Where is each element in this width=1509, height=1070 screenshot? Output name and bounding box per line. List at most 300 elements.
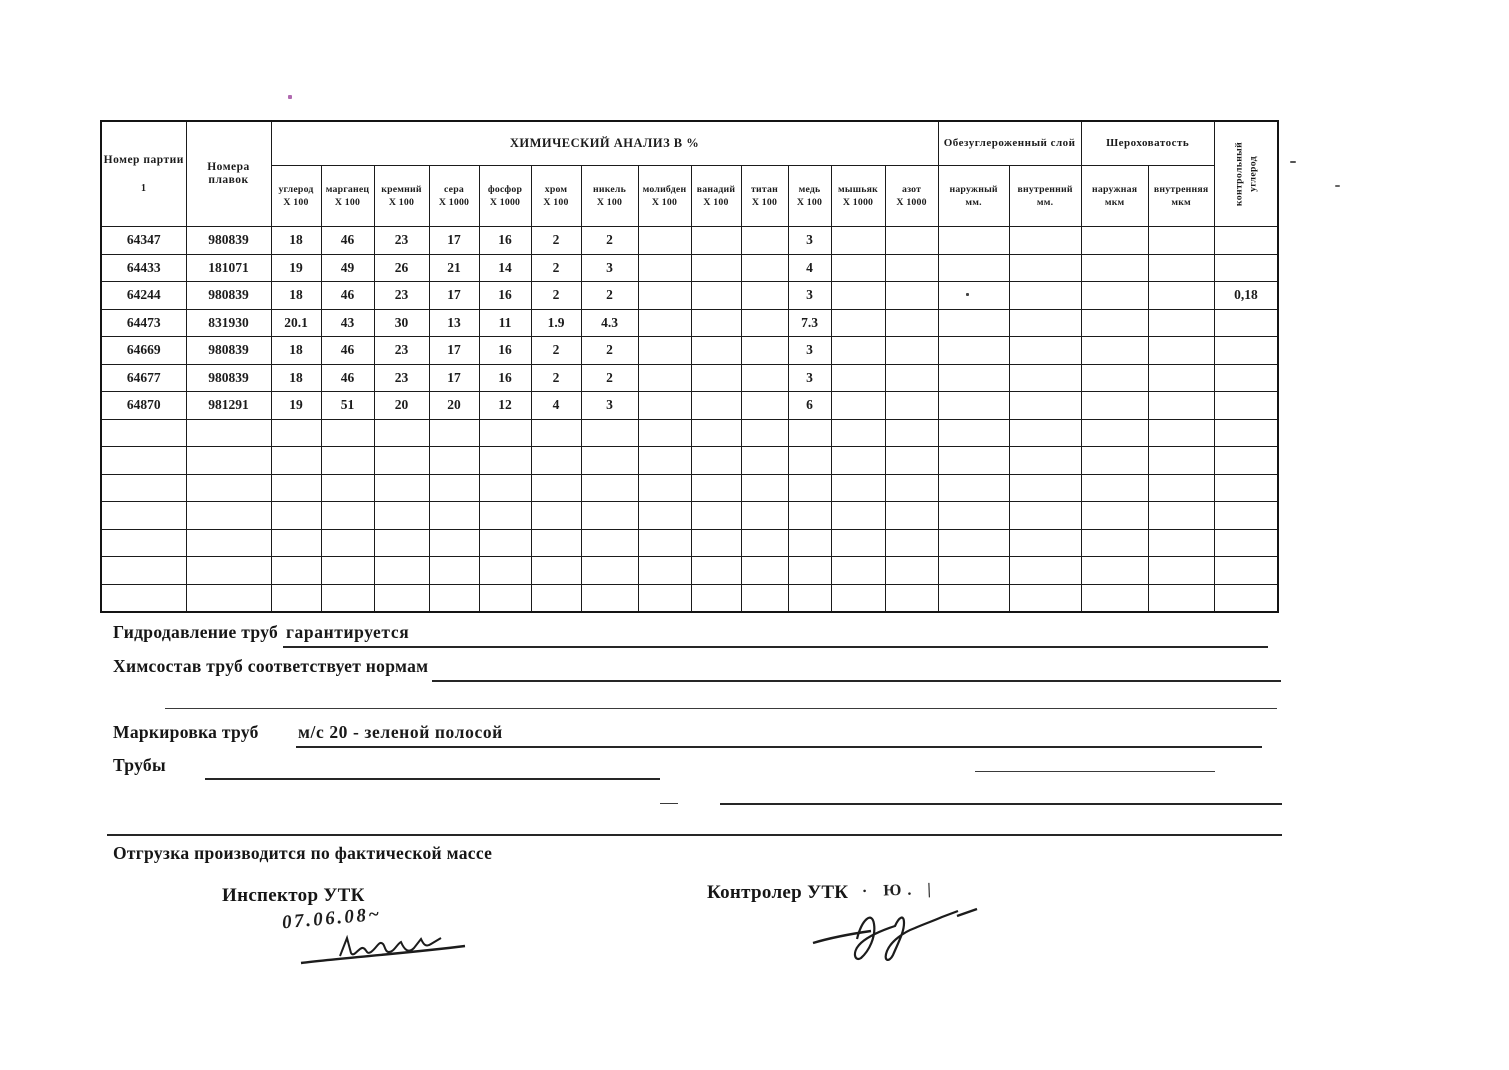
table-cell (741, 584, 788, 612)
table-cell: 17 (429, 282, 479, 310)
table-row (101, 227, 1278, 255)
table-cell (1148, 309, 1214, 337)
table-cell (271, 419, 321, 447)
table-cell: 16 (479, 227, 531, 255)
blank-line (660, 803, 678, 804)
table-cell (638, 282, 691, 310)
table-cell (1214, 474, 1278, 502)
table-cell (186, 474, 271, 502)
table-cell (479, 529, 531, 557)
table-cell (831, 254, 885, 282)
table-cell: 23 (374, 337, 429, 365)
table-cell (938, 254, 1009, 282)
table-cell: 3 (788, 282, 831, 310)
table-cell (374, 419, 429, 447)
table-cell (938, 227, 1009, 255)
table-cell: 0,18 (1214, 282, 1278, 310)
table-cell (1009, 474, 1081, 502)
table-cell: 7.3 (788, 309, 831, 337)
table-cell (741, 529, 788, 557)
table-row (101, 529, 1278, 557)
table-cell: 64433 (101, 254, 186, 282)
table-cell (1214, 419, 1278, 447)
table-cell: 16 (479, 364, 531, 392)
table-cell (638, 309, 691, 337)
table-cell (271, 447, 321, 475)
blank-line (432, 680, 1281, 682)
table-cell (788, 584, 831, 612)
table-row (101, 419, 1278, 447)
col-header-марганец: марганец X 100 (321, 166, 374, 227)
table-cell (691, 584, 741, 612)
table-cell (831, 227, 885, 255)
table-cell: 18 (271, 282, 321, 310)
table-cell (691, 447, 741, 475)
table-cell (1214, 557, 1278, 585)
table-cell (1009, 282, 1081, 310)
table-cell (691, 227, 741, 255)
table-cell (691, 309, 741, 337)
table-cell (1009, 419, 1081, 447)
table-cell (938, 584, 1009, 612)
table-cell (271, 529, 321, 557)
blank-line (283, 646, 1268, 648)
col-header-наружный: наружный мм. (938, 166, 1009, 227)
table-cell (479, 502, 531, 530)
table-cell (1009, 502, 1081, 530)
col-header-control-carbon (1214, 121, 1278, 227)
col-header-никель: никель X 100 (581, 166, 638, 227)
table-cell (938, 447, 1009, 475)
table-cell (831, 474, 885, 502)
table-cell (374, 529, 429, 557)
table-cell (101, 529, 186, 557)
table-cell: 2 (531, 282, 581, 310)
table-cell: 64473 (101, 309, 186, 337)
table-cell (741, 557, 788, 585)
table-cell (788, 557, 831, 585)
inspector-handwritten-date: 07.06.08~ (281, 903, 383, 934)
table-cell (885, 337, 938, 365)
col-header-молибден: молибден X 100 (638, 166, 691, 227)
table-cell (691, 282, 741, 310)
col-header-внутренний: внутренний мм. (1009, 166, 1081, 227)
table-cell (691, 392, 741, 420)
table-cell: 64244 (101, 282, 186, 310)
table-cell (429, 557, 479, 585)
table-cell (321, 419, 374, 447)
table-cell (885, 419, 938, 447)
table-cell (741, 254, 788, 282)
table-cell (271, 474, 321, 502)
table-cell (938, 282, 1009, 310)
table-cell (741, 392, 788, 420)
table-cell (479, 419, 531, 447)
blank-line (975, 771, 1215, 772)
table-cell (1214, 254, 1278, 282)
table-cell (741, 474, 788, 502)
table-cell: 14 (479, 254, 531, 282)
table-cell (1081, 254, 1148, 282)
table-cell (691, 337, 741, 365)
table-cell: 2 (581, 337, 638, 365)
table-cell (186, 419, 271, 447)
table-cell (374, 557, 429, 585)
table-cell (1214, 447, 1278, 475)
roughness-title: Шероховатость (1081, 121, 1214, 166)
table-cell (1148, 502, 1214, 530)
table-cell: 20.1 (271, 309, 321, 337)
table-cell (638, 502, 691, 530)
col-header-медь: медь X 100 (788, 166, 831, 227)
table-cell (1081, 557, 1148, 585)
table-cell: 831930 (186, 309, 271, 337)
table-cell (691, 254, 741, 282)
table-cell (691, 529, 741, 557)
table-cell (1148, 447, 1214, 475)
table-cell (938, 557, 1009, 585)
table-cell (1081, 529, 1148, 557)
table-cell: 2 (531, 254, 581, 282)
col-header-наружная: наружная мкм (1081, 166, 1148, 227)
table-cell (885, 502, 938, 530)
table-cell (429, 502, 479, 530)
table-cell (271, 502, 321, 530)
table-cell: 3 (581, 254, 638, 282)
table-cell: 64669 (101, 337, 186, 365)
table-cell: 181071 (186, 254, 271, 282)
col-header-batch (101, 121, 186, 227)
table-cell (638, 337, 691, 365)
chem-analysis-title: ХИМИЧЕСКИЙ АНАЛИЗ В % (271, 121, 938, 166)
table-cell (938, 529, 1009, 557)
table-cell: 18 (271, 337, 321, 365)
table-cell (581, 584, 638, 612)
col-header-ванадий: ванадий X 100 (691, 166, 741, 227)
table-cell (885, 529, 938, 557)
table-cell (1214, 584, 1278, 612)
col-header-фосфор: фосфор X 1000 (479, 166, 531, 227)
table-cell: 3 (788, 227, 831, 255)
table-row (101, 309, 1278, 337)
col-header-хром: хром X 100 (531, 166, 581, 227)
table-cell (831, 502, 885, 530)
table-cell (831, 337, 885, 365)
table-cell (788, 447, 831, 475)
table-row (101, 392, 1278, 420)
table-cell: 2 (581, 282, 638, 310)
controller-title: Контролер УТК (707, 882, 849, 903)
header-subcolumn-row (101, 166, 1278, 227)
table-cell (885, 282, 938, 310)
table-cell (885, 309, 938, 337)
table-cell: 46 (321, 364, 374, 392)
table-cell (1214, 309, 1278, 337)
table-cell: 980839 (186, 282, 271, 310)
table-cell (1148, 474, 1214, 502)
table-cell: 980839 (186, 337, 271, 365)
table-cell (101, 419, 186, 447)
table-cell (885, 254, 938, 282)
scan-speck (1335, 185, 1340, 187)
table-cell (638, 584, 691, 612)
table-cell (271, 557, 321, 585)
table-cell (938, 502, 1009, 530)
table-cell (638, 474, 691, 502)
controller-signature (805, 895, 985, 965)
table-cell (321, 474, 374, 502)
table-cell (638, 364, 691, 392)
table-cell (1148, 557, 1214, 585)
pipes-label: Трубы (113, 755, 166, 775)
table-cell (638, 447, 691, 475)
table-cell (1009, 584, 1081, 612)
table-cell (531, 584, 581, 612)
col-header-сера: сера X 1000 (429, 166, 479, 227)
table-cell (531, 502, 581, 530)
table-cell: 19 (271, 254, 321, 282)
table-cell (581, 529, 638, 557)
table-cell: 4 (788, 254, 831, 282)
table-cell: 20 (374, 392, 429, 420)
table-cell (741, 364, 788, 392)
table-cell: 64347 (101, 227, 186, 255)
table-cell: 30 (374, 309, 429, 337)
table-cell (479, 557, 531, 585)
table-cell: 2 (581, 227, 638, 255)
table-cell (1081, 227, 1148, 255)
table-cell (186, 529, 271, 557)
table-cell (831, 282, 885, 310)
table-cell (1148, 392, 1214, 420)
table-cell (531, 419, 581, 447)
table-cell (429, 419, 479, 447)
scan-speck (966, 293, 969, 296)
blank-line (720, 803, 1282, 805)
table-cell (638, 419, 691, 447)
table-cell: 51 (321, 392, 374, 420)
table-cell (1081, 392, 1148, 420)
table-cell (531, 557, 581, 585)
table-cell (638, 529, 691, 557)
table-cell (691, 419, 741, 447)
table-cell: 4 (531, 392, 581, 420)
table-cell (938, 309, 1009, 337)
table-cell (479, 447, 531, 475)
table-cell (1009, 309, 1081, 337)
table-row (101, 364, 1278, 392)
table-cell (374, 474, 429, 502)
table-cell: 46 (321, 227, 374, 255)
col-header-кремний: кремний X 100 (374, 166, 429, 227)
col-header-внутренняя: внутренняя мкм (1148, 166, 1214, 227)
table-cell (788, 502, 831, 530)
table-cell: 17 (429, 227, 479, 255)
table-cell (1081, 364, 1148, 392)
hydro-pressure-label: Гидродавление труб (113, 622, 279, 642)
table-cell (1081, 309, 1148, 337)
table-cell: 16 (479, 282, 531, 310)
table-cell: 2 (531, 364, 581, 392)
table-cell (479, 584, 531, 612)
table-cell (429, 447, 479, 475)
marking-value: м/с 20 - зеленой полосой (298, 722, 503, 742)
table-cell (374, 584, 429, 612)
table-cell (1081, 584, 1148, 612)
batch-footnote: 1 (141, 182, 147, 194)
table-cell (479, 474, 531, 502)
table-cell: 3 (581, 392, 638, 420)
table-cell (101, 584, 186, 612)
table-cell (101, 502, 186, 530)
table-cell (1009, 447, 1081, 475)
table-cell (885, 364, 938, 392)
table-cell (788, 474, 831, 502)
table-cell (1009, 392, 1081, 420)
table-cell (831, 557, 885, 585)
col-header-мышьяк: мышьяк X 1000 (831, 166, 885, 227)
table-cell (938, 392, 1009, 420)
table-cell (581, 419, 638, 447)
table-cell (885, 584, 938, 612)
table-cell (1009, 364, 1081, 392)
table-cell: 46 (321, 337, 374, 365)
table-cell: 980839 (186, 227, 271, 255)
table-cell: 3 (788, 364, 831, 392)
table-cell (581, 502, 638, 530)
table-cell (938, 337, 1009, 365)
table-cell (1081, 474, 1148, 502)
col-header-титан: титан X 100 (741, 166, 788, 227)
table-cell: 23 (374, 282, 429, 310)
table-cell: 6 (788, 392, 831, 420)
table-cell (429, 474, 479, 502)
table-cell (321, 529, 374, 557)
table-cell (831, 392, 885, 420)
table-cell (1081, 337, 1148, 365)
table-cell (1148, 337, 1214, 365)
table-cell: 981291 (186, 392, 271, 420)
table-cell (1081, 419, 1148, 447)
table-cell (186, 584, 271, 612)
table-cell (938, 419, 1009, 447)
table-cell (691, 474, 741, 502)
table-cell: 64677 (101, 364, 186, 392)
table-cell (831, 309, 885, 337)
table-row (101, 584, 1278, 612)
chem-composition-label: Химсостав труб соответствует нормам (113, 656, 429, 676)
table-cell: 46 (321, 282, 374, 310)
table-cell (638, 557, 691, 585)
table-cell (374, 502, 429, 530)
decarb-layer-title: Обезуглероженный слой (938, 121, 1081, 166)
table-cell (1214, 502, 1278, 530)
table-cell (321, 447, 374, 475)
blank-line (296, 746, 1262, 748)
table-cell: 19 (271, 392, 321, 420)
table-cell (531, 447, 581, 475)
table-cell (321, 502, 374, 530)
inspector-signature (295, 925, 470, 970)
table-cell (741, 419, 788, 447)
table-row (101, 502, 1278, 530)
table-cell (1148, 584, 1214, 612)
table-cell (638, 392, 691, 420)
table-cell: 16 (479, 337, 531, 365)
table-cell (374, 447, 429, 475)
table-cell: 18 (271, 364, 321, 392)
marking-label: Маркировка труб (113, 722, 259, 742)
table-cell (581, 447, 638, 475)
table-cell (1009, 337, 1081, 365)
col-header-азот: азот X 1000 (885, 166, 938, 227)
table-cell (1148, 364, 1214, 392)
table-cell (1214, 227, 1278, 255)
table-cell (321, 584, 374, 612)
table-cell (101, 557, 186, 585)
table-cell (741, 309, 788, 337)
table-row (101, 254, 1278, 282)
scan-speck (1290, 161, 1296, 163)
table-cell: 23 (374, 227, 429, 255)
table-cell (885, 474, 938, 502)
table-cell (581, 474, 638, 502)
shipping-note: Отгрузка производится по фактической массе (113, 843, 493, 863)
table-cell: 1.9 (531, 309, 581, 337)
table-cell: 21 (429, 254, 479, 282)
table-cell (1148, 227, 1214, 255)
table-cell (271, 584, 321, 612)
col-header-melt: Номера плавок (186, 121, 271, 227)
table-cell (1214, 529, 1278, 557)
table-cell (429, 584, 479, 612)
hydro-pressure-value: гарантируется (286, 622, 410, 642)
table-cell (885, 227, 938, 255)
table-cell (1081, 282, 1148, 310)
table-cell (1148, 529, 1214, 557)
table-cell: 980839 (186, 364, 271, 392)
table-row (101, 282, 1278, 310)
table-row (101, 447, 1278, 475)
table-cell: 43 (321, 309, 374, 337)
table-cell (1214, 337, 1278, 365)
table-cell (1214, 392, 1278, 420)
table-cell (1148, 254, 1214, 282)
table-cell (741, 337, 788, 365)
blank-line (205, 778, 660, 780)
table-cell (186, 502, 271, 530)
table-cell (691, 364, 741, 392)
table-cell (788, 529, 831, 557)
table-cell (741, 447, 788, 475)
control-carbon-label: контрольный углерод (1233, 141, 1258, 207)
table-cell (638, 227, 691, 255)
table-cell: 23 (374, 364, 429, 392)
blank-line (107, 834, 1282, 836)
table-cell: 2 (581, 364, 638, 392)
table-cell (101, 474, 186, 502)
table-cell (885, 447, 938, 475)
table-cell (741, 282, 788, 310)
table-cell (885, 557, 938, 585)
table-cell (831, 529, 885, 557)
table-cell (1081, 447, 1148, 475)
table-cell: 2 (531, 337, 581, 365)
table-row (101, 337, 1278, 365)
table-cell (1009, 254, 1081, 282)
table-cell (831, 364, 885, 392)
inspector-title: Инспектор УТК (222, 885, 365, 906)
